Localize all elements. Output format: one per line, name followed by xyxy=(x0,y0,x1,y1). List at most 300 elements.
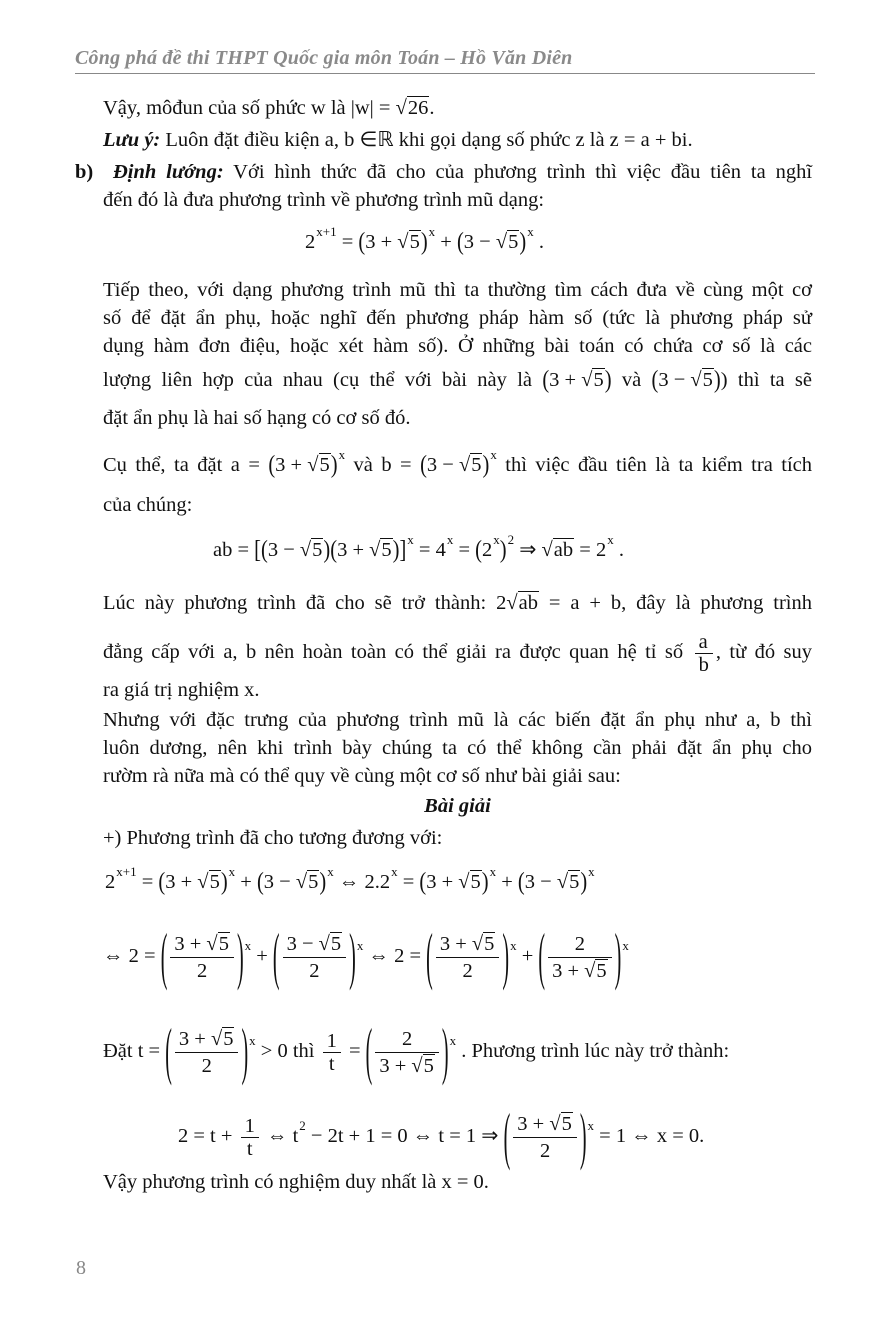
text-run: 3 + xyxy=(365,231,398,253)
equation-step-2 xyxy=(103,922,629,993)
math-parentheses xyxy=(475,532,507,564)
text-run: 3 + xyxy=(275,454,308,476)
sqrt-sign: √ xyxy=(210,1028,223,1050)
math-sqrt xyxy=(397,230,421,253)
math-denominator xyxy=(170,958,234,984)
emphasis-label: Lưu ý: xyxy=(103,129,161,151)
open-delimiter: ( xyxy=(542,366,550,394)
solution-heading xyxy=(103,792,812,820)
note-line xyxy=(103,126,693,154)
math-numerator xyxy=(513,1111,577,1138)
math-sqrt xyxy=(319,932,343,955)
math-fraction xyxy=(695,631,713,676)
part-b-intro xyxy=(75,158,812,186)
text-run: ra giá trị nghiệm x. xyxy=(103,679,260,701)
text-line xyxy=(103,447,812,479)
math-sqrt xyxy=(300,538,324,561)
text-run: ⇔ 2.2 xyxy=(333,871,391,893)
math-numerator xyxy=(695,631,713,654)
text-run: . xyxy=(429,97,435,119)
text-run: 3 + xyxy=(439,933,472,955)
text-run: − 2t + 1 = 0 ⇔ t = 1 ⇒ xyxy=(305,1125,504,1148)
equation-final xyxy=(178,1102,705,1173)
math-parentheses xyxy=(257,868,326,896)
math-numerator xyxy=(323,1030,341,1053)
sqrt-sign: √ xyxy=(299,539,312,561)
sqrt-sign: √ xyxy=(541,539,553,561)
math-numerator xyxy=(548,931,612,958)
text-run: ⇒ xyxy=(514,539,542,561)
math-superscript: x xyxy=(489,864,497,879)
open-delimiter: ( xyxy=(517,868,525,896)
text-run: 3 + xyxy=(552,960,585,982)
text-run: Đặt t = xyxy=(103,1040,166,1063)
text-run: 2 xyxy=(402,1028,413,1050)
math-numerator xyxy=(375,1026,439,1053)
text-run: ⇔ 2 = xyxy=(363,945,427,968)
text-run: 2 xyxy=(539,1140,551,1162)
text-line xyxy=(103,676,260,704)
math-denominator xyxy=(548,958,612,984)
math-superscript: x xyxy=(327,864,334,879)
math-radicand: 5 xyxy=(561,1113,572,1135)
text-run: 3 − xyxy=(267,539,300,561)
math-sqrt xyxy=(458,870,482,893)
text-run: b xyxy=(698,654,709,676)
open-delimiter: ( xyxy=(330,536,338,564)
text-line xyxy=(103,404,410,432)
text-line xyxy=(103,186,544,214)
math-sqrt xyxy=(506,591,539,614)
open-delimiter: [ xyxy=(254,536,261,564)
text-run: 1 xyxy=(244,1115,255,1137)
text-line xyxy=(103,706,812,734)
close-delimiter: ) xyxy=(713,366,721,394)
text-run: , từ đó suy xyxy=(715,641,812,664)
text-run: Luôn đặt điều kiện a, b ∈ℝ khi gọi dạng số phức z là z = a + bi. xyxy=(160,129,693,151)
close-delimiter: ) xyxy=(330,451,338,479)
sqrt-sign: √ xyxy=(458,454,471,476)
text-run: = 2 xyxy=(574,539,607,561)
text-run: 2 xyxy=(462,960,473,982)
text-run: 2 xyxy=(482,539,493,561)
text-run: + xyxy=(435,231,457,253)
math-radicand: 5 xyxy=(423,1055,434,1077)
math-parentheses xyxy=(542,366,611,394)
sqrt-sign: √ xyxy=(581,369,593,391)
text-run: Cụ thể, ta đặt a = xyxy=(103,454,269,476)
text-run: 3 + xyxy=(165,871,198,893)
text-run: lượng liên hợp của nhau (cụ thể với bài này là xyxy=(103,369,543,391)
math-parentheses xyxy=(268,451,337,479)
math-superscript: x xyxy=(490,447,497,462)
math-superscript: x+1 xyxy=(316,224,337,239)
math-superscript: x xyxy=(228,864,236,879)
math-superscript: x xyxy=(356,938,364,954)
math-sqrt xyxy=(396,96,430,119)
math-fraction xyxy=(323,1030,341,1075)
close-delimiter: ) xyxy=(236,922,244,993)
math-numerator xyxy=(170,931,234,958)
math-numerator xyxy=(175,1026,239,1053)
text-run: 3 − xyxy=(286,933,319,955)
text-run: 3 + xyxy=(379,1055,412,1077)
text-run: 2 xyxy=(197,960,208,982)
math-sqrt xyxy=(690,368,714,391)
item-marker: b) xyxy=(75,161,94,183)
math-denominator xyxy=(241,1138,259,1160)
text-run: + xyxy=(235,871,257,893)
text-run xyxy=(93,161,113,183)
math-denominator xyxy=(375,1053,439,1079)
math-parentheses xyxy=(419,868,488,896)
text-run: Với hình thức đã cho của phương trình thì việc đầu tiên ta nghĩ xyxy=(223,161,813,183)
math-radicand: 5 xyxy=(593,369,604,391)
text-run: 3 + xyxy=(337,539,370,561)
math-superscript: x xyxy=(587,1118,595,1134)
math-numerator xyxy=(283,931,347,958)
text-run: Vậy, môđun của số phức w là |w| = xyxy=(103,97,396,119)
math-radicand: 5 xyxy=(569,871,580,893)
text-run: = xyxy=(336,231,359,253)
math-fraction xyxy=(283,931,347,984)
math-superscript: x xyxy=(510,938,517,954)
open-delimiter: ( xyxy=(272,922,280,993)
open-delimiter: ( xyxy=(426,922,433,993)
math-superscript: x xyxy=(391,864,398,879)
close-delimiter: ) xyxy=(349,922,356,993)
open-delimiter: ( xyxy=(160,922,168,993)
text-run: 3 + xyxy=(426,871,459,893)
sqrt-sign: √ xyxy=(197,871,209,893)
text-run: luôn dương, nên khi trình bày chúng ta có thể không cần phải đặt ẩn phụ cho xyxy=(103,737,812,759)
text-run: Tiếp theo, với dạng phương trình mũ thì ta thường tìm cách đưa về cùng một cơ xyxy=(103,279,812,301)
math-sqrt xyxy=(211,1027,235,1050)
text-line xyxy=(103,762,621,790)
math-fraction xyxy=(170,931,234,984)
math-sqrt xyxy=(411,1054,435,1077)
math-radicand: 5 xyxy=(471,454,482,476)
equation-step-1 xyxy=(105,864,595,896)
open-delimiter: ( xyxy=(268,451,276,479)
sqrt-sign: √ xyxy=(395,97,407,119)
math-fraction xyxy=(436,931,500,984)
text-run: 3 − xyxy=(658,369,691,391)
math-superscript: x xyxy=(249,1033,256,1049)
text-run: số để đặt ẩn phụ, hoặc nghĩ đến phương pháp hàm số (tức là phương pháp sử xyxy=(103,307,812,329)
math-superscript: x xyxy=(338,447,346,462)
math-sqrt xyxy=(496,230,520,253)
math-sqrt xyxy=(542,538,575,561)
open-delimiter: ( xyxy=(165,1017,172,1088)
text-run: 3 − xyxy=(463,231,496,253)
math-superscript: x xyxy=(527,224,534,239)
math-radicand: 5 xyxy=(484,933,495,955)
substitution-line xyxy=(103,1017,730,1088)
text-run: = 1 ⇔ x = 0. xyxy=(594,1125,705,1148)
math-superscript: 2 xyxy=(507,532,515,547)
text-run: ⇔ 2 = xyxy=(103,945,161,968)
math-superscript: x xyxy=(244,938,252,954)
text-line xyxy=(103,332,812,360)
math-superscript: x+1 xyxy=(116,864,137,879)
math-parentheses xyxy=(652,366,721,394)
text-line xyxy=(103,631,812,676)
math-parentheses xyxy=(165,1017,249,1088)
text-run: 2 xyxy=(309,960,320,982)
emphasis-label: Bài giải xyxy=(424,795,491,817)
math-brackets xyxy=(254,536,406,564)
text-run: 3 − xyxy=(263,871,296,893)
close-delimiter: ) xyxy=(614,922,622,993)
math-fraction xyxy=(375,1026,439,1079)
math-parentheses xyxy=(365,1017,449,1088)
open-delimiter: ( xyxy=(365,1017,373,1088)
math-sqrt xyxy=(307,453,331,476)
math-radicand: 5 xyxy=(308,871,319,893)
close-delimiter: ) xyxy=(519,228,527,256)
close-delimiter: ) xyxy=(482,451,490,479)
math-sqrt xyxy=(549,1112,573,1135)
text-run: t xyxy=(328,1053,335,1075)
text-run: thì việc đầu tiên là ta kiểm tra tích xyxy=(496,454,812,476)
text-run: 2 xyxy=(574,933,585,955)
text-run: 2 xyxy=(305,231,316,253)
math-radicand: 5 xyxy=(330,933,342,955)
text-run: = xyxy=(453,539,476,561)
close-delimiter: ) xyxy=(481,868,489,896)
close-delimiter: ) xyxy=(220,868,228,896)
math-sqrt xyxy=(369,538,393,561)
open-delimiter: ( xyxy=(475,536,482,564)
text-run: = xyxy=(136,871,159,893)
text-line xyxy=(103,491,192,519)
text-run: 3 + xyxy=(549,369,582,391)
text-run: + xyxy=(496,871,518,893)
text-line xyxy=(103,589,812,617)
math-superscript: x xyxy=(449,1033,457,1049)
text-run: đẳng cấp với a, b nên hoàn toàn có thể giải ra được quan hệ tỉ số xyxy=(103,641,692,664)
text-run: = xyxy=(343,1040,366,1063)
math-parentheses xyxy=(420,451,489,479)
text-run: đặt ẩn phụ là hai số hạng có cơ số đó. xyxy=(103,407,411,429)
text-line xyxy=(103,824,442,852)
math-superscript: x xyxy=(493,532,500,547)
text-run: = 4 xyxy=(413,539,446,561)
sqrt-sign: √ xyxy=(458,871,470,893)
final-conclusion xyxy=(103,1168,489,1196)
math-denominator xyxy=(513,1138,577,1164)
text-run: . Phương trình lúc này trở thành: xyxy=(456,1040,730,1063)
open-delimiter: ( xyxy=(261,536,268,564)
math-denominator xyxy=(175,1053,239,1079)
math-denominator xyxy=(695,654,713,676)
math-parentheses xyxy=(518,868,587,896)
math-radicand: 5 xyxy=(381,539,392,561)
equation-product xyxy=(213,532,624,564)
text-run: 3 + xyxy=(174,933,207,955)
math-radicand: 5 xyxy=(470,871,481,893)
math-radicand: 5 xyxy=(218,933,229,955)
text-run: > 0 thì xyxy=(255,1040,320,1063)
text-run: = a + b, đây là phương trình xyxy=(538,592,812,614)
text-run: dụng hàm đơn điệu, hoặc xét hàm số). Ở những bài toán có chứa cơ số là các xyxy=(103,335,812,357)
math-superscript: x xyxy=(407,532,414,547)
text-run: và xyxy=(611,369,652,391)
text-run: . xyxy=(533,231,544,253)
text-run: của chúng: xyxy=(103,494,193,516)
math-parentheses xyxy=(426,922,510,993)
math-denominator xyxy=(283,958,347,984)
math-superscript: x xyxy=(428,224,436,239)
text-run: + xyxy=(251,945,273,968)
math-denominator xyxy=(323,1053,341,1075)
sqrt-sign: √ xyxy=(318,933,330,955)
math-radicand: ab xyxy=(553,539,574,561)
sqrt-sign: √ xyxy=(295,871,308,893)
text-run: +) Phương trình đã cho tương đương với: xyxy=(103,827,443,849)
sqrt-sign: √ xyxy=(206,933,218,955)
open-delimiter: ( xyxy=(651,366,659,394)
math-numerator xyxy=(436,931,500,958)
math-radicand: 5 xyxy=(209,871,220,893)
text-run: 3 − xyxy=(426,454,459,476)
text-run: + xyxy=(516,945,539,968)
open-delimiter: ( xyxy=(420,451,427,479)
math-sqrt xyxy=(557,870,581,893)
sqrt-sign: √ xyxy=(584,960,596,982)
text-run: và b = xyxy=(345,454,421,476)
close-delimiter: ) xyxy=(441,1017,449,1088)
sqrt-sign: √ xyxy=(369,539,381,561)
math-radicand: 5 xyxy=(223,1028,234,1050)
math-sqrt xyxy=(584,959,608,982)
math-denominator xyxy=(436,958,500,984)
sqrt-sign: √ xyxy=(495,231,508,253)
text-run: t xyxy=(246,1138,253,1160)
close-delimiter: ) xyxy=(319,868,327,896)
math-parentheses xyxy=(358,228,427,256)
text-run: 1 xyxy=(326,1030,337,1052)
math-numerator xyxy=(241,1115,259,1138)
math-radicand: 5 xyxy=(702,369,713,391)
text-run: ) thì ta sẽ xyxy=(720,369,812,391)
math-parentheses xyxy=(330,536,399,564)
close-delimiter: ) xyxy=(604,366,612,394)
close-delimiter: ) xyxy=(502,922,510,993)
math-radicand: 5 xyxy=(319,454,330,476)
close-delimiter: ) xyxy=(579,1102,587,1173)
math-radicand: 5 xyxy=(312,539,323,561)
close-delimiter: ] xyxy=(399,536,407,564)
text-run: 3 − xyxy=(524,871,557,893)
math-parentheses xyxy=(158,868,227,896)
text-run: 2 xyxy=(201,1055,212,1077)
text-line xyxy=(103,276,812,304)
text-line xyxy=(103,734,812,762)
math-sqrt xyxy=(197,870,221,893)
math-parentheses xyxy=(160,922,244,993)
math-fraction xyxy=(513,1111,577,1164)
header-divider xyxy=(75,73,815,74)
page-number: 8 xyxy=(76,1257,86,1279)
math-parentheses xyxy=(261,536,330,564)
text-run: 3 + xyxy=(178,1028,211,1050)
text-run: Lúc này phương trình đã cho sẽ trở thành: 2 xyxy=(103,592,507,614)
math-sqrt xyxy=(459,453,483,476)
math-sqrt xyxy=(472,932,496,955)
close-delimiter: ) xyxy=(241,1017,249,1088)
math-superscript: x xyxy=(446,532,454,547)
close-delimiter: ) xyxy=(392,536,400,564)
math-radicand: 5 xyxy=(409,231,420,253)
text-line xyxy=(103,304,812,332)
math-superscript: 2 xyxy=(299,1118,306,1134)
math-parentheses xyxy=(457,228,526,256)
text-run: 3 + xyxy=(517,1113,550,1135)
math-sqrt xyxy=(296,870,320,893)
math-parentheses xyxy=(272,922,356,993)
sqrt-sign: √ xyxy=(690,369,702,391)
sqrt-sign: √ xyxy=(556,871,569,893)
math-superscript: x xyxy=(588,864,595,879)
close-delimiter: ) xyxy=(580,868,588,896)
open-delimiter: ( xyxy=(419,868,427,896)
math-radicand: 26 xyxy=(407,97,429,119)
math-parentheses xyxy=(503,1102,587,1173)
text-run: = xyxy=(397,871,420,893)
text-run: ab = xyxy=(213,539,255,561)
text-line xyxy=(103,366,812,394)
sqrt-sign: √ xyxy=(411,1055,423,1077)
close-delimiter: ) xyxy=(323,536,331,564)
text-run: . xyxy=(613,539,624,561)
math-parentheses xyxy=(538,922,622,993)
math-fraction xyxy=(241,1115,259,1160)
math-fraction xyxy=(175,1026,239,1079)
math-fraction xyxy=(548,931,612,984)
text-run: Vậy phương trình có nghiệm duy nhất là x = 0. xyxy=(103,1171,489,1193)
math-sqrt xyxy=(581,368,605,391)
math-superscript: x xyxy=(607,532,614,547)
open-delimiter: ( xyxy=(503,1102,511,1173)
math-radicand: 5 xyxy=(596,960,607,982)
sqrt-sign: √ xyxy=(506,592,518,614)
math-superscript: x xyxy=(622,938,629,954)
running-header: Công phá đề thi THPT Quốc gia môn Toán – Hồ Văn Diên xyxy=(75,47,573,69)
text-run: rườm rà nữa mà có thể quy về cùng một cơ số như bài giải sau: xyxy=(103,765,621,787)
emphasis-label: Định lướng: xyxy=(113,161,224,183)
math-radicand: 5 xyxy=(508,231,519,253)
open-delimiter: ( xyxy=(358,228,366,256)
open-delimiter: ( xyxy=(158,868,166,896)
close-delimiter: ) xyxy=(420,228,428,256)
sqrt-sign: √ xyxy=(307,454,319,476)
modulus-conclusion xyxy=(103,94,434,122)
sqrt-sign: √ xyxy=(471,933,484,955)
math-radicand: ab xyxy=(518,592,538,614)
text-run: Nhưng với đặc trưng của phương trình mũ là các biến đặt ẩn phụ như a, b thì xyxy=(103,709,812,731)
text-run: 2 xyxy=(105,871,116,893)
open-delimiter: ( xyxy=(256,868,264,896)
open-delimiter: ( xyxy=(538,922,546,993)
text-run: a xyxy=(698,631,708,653)
sqrt-sign: √ xyxy=(397,231,409,253)
text-run: 2 = t + xyxy=(178,1125,238,1148)
math-sqrt xyxy=(206,932,230,955)
close-delimiter: ) xyxy=(499,536,507,564)
open-delimiter: ( xyxy=(456,228,464,256)
